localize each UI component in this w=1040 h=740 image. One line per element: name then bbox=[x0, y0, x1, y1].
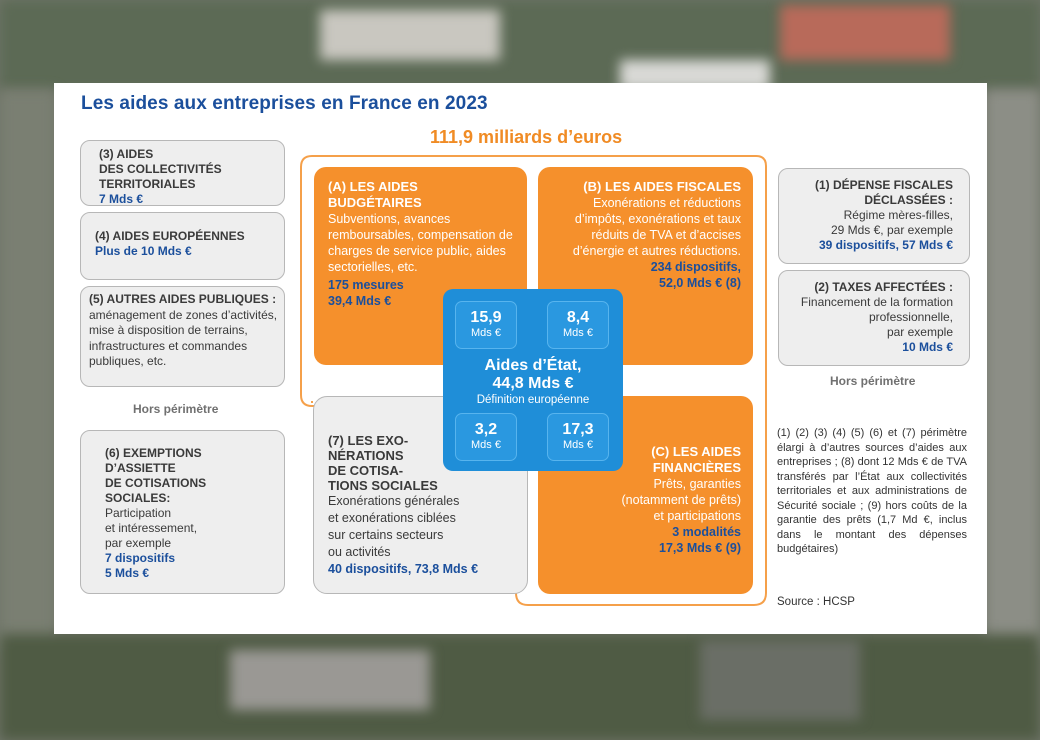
cotisations-body-2: et exonérations ciblées bbox=[328, 511, 456, 525]
budgetaires-body: Subventions, avances remboursables, compensation de charges de service public, aides sectorielles, etc. bbox=[328, 212, 513, 274]
depense-head-1: (1) DÉPENSE FISCALES bbox=[814, 178, 953, 192]
taxes-body-1: Financement de la formation bbox=[800, 295, 953, 309]
aides-collectivites-amount: 7 Mds € bbox=[99, 192, 144, 206]
fiscales-count: 234 dispositifs, bbox=[650, 260, 741, 274]
fiscales-body: Exonérations et réductions d’impôts, exonérations et taux réduits de TVA et d’accises d’énergie et autres réductions. bbox=[572, 196, 741, 258]
budgetaires-amount: 39,4 Mds € bbox=[328, 294, 392, 308]
financieres-body-1: Prêts, garanties bbox=[653, 477, 741, 491]
exemptions-head-2: D’ASSIETTE bbox=[105, 461, 176, 475]
aides-collectivites-head-3: TERRITORIALES bbox=[99, 177, 196, 191]
aides-etat-title: Aides d’État, bbox=[484, 357, 582, 374]
exemptions-body-3: par exemple bbox=[105, 536, 172, 550]
cotisations-body-1: Exonérations générales bbox=[328, 494, 460, 508]
aides-etat-box bbox=[443, 289, 623, 471]
autres-aides-body: aménagement de zones d’activités, mise à disposition de terrains, infrastructures et commandes publiques, etc. bbox=[89, 307, 278, 368]
cotisations-amount: 40 dispositifs, 73,8 Mds € bbox=[328, 562, 479, 576]
financieres-head-1: (C) LES AIDES bbox=[651, 444, 741, 459]
exemptions-body-1: Participation bbox=[105, 506, 172, 520]
tile-financieres-value: 17,3 bbox=[562, 421, 594, 438]
aides-collectivites-head-1: (3) AIDES bbox=[99, 147, 154, 161]
tile-budgetaires-unit: Mds € bbox=[471, 327, 501, 339]
depense-body-2: 29 Mds €, par exemple bbox=[830, 223, 953, 237]
exemptions-head-4: SOCIALES: bbox=[105, 491, 171, 505]
tile-budgetaires-value: 15,9 bbox=[470, 309, 502, 326]
hors-perimetre-left: Hors périmètre bbox=[133, 402, 219, 416]
budgetaires-count: 175 mesures bbox=[328, 278, 404, 292]
cotisations-head-2: NÉRATIONS bbox=[328, 448, 404, 463]
aides-europeennes-head: (4) AIDES EUROPÉENNES bbox=[95, 229, 245, 243]
aides-collectivites-box bbox=[80, 140, 285, 206]
budgetaires-head-2: BUDGÉTAIRES bbox=[328, 195, 422, 210]
taxes-body-3: par exemple bbox=[886, 325, 953, 339]
aides-etat-subtitle: Définition européenne bbox=[476, 394, 590, 406]
exemptions-body-2: et intéressement, bbox=[105, 521, 198, 535]
cotisations-body-4: ou activités bbox=[328, 545, 391, 559]
financieres-head-2: FINANCIÈRES bbox=[652, 460, 741, 475]
page-title: Les aides aux entreprises en France en 2023 bbox=[81, 93, 488, 114]
taxes-affectees-box bbox=[778, 270, 970, 366]
tile-fiscales-unit: Mds € bbox=[563, 327, 593, 339]
autres-aides-head: (5) AUTRES AIDES PUBLIQUES : bbox=[89, 292, 277, 306]
fiscales-amount: 52,0 Mds € (8) bbox=[659, 276, 741, 290]
depense-amount: 39 dispositifs, 57 Mds € bbox=[818, 238, 953, 252]
taxes-head: (2) TAXES AFFECTÉES : bbox=[814, 280, 953, 294]
tile-fiscales-value: 8,4 bbox=[566, 309, 590, 326]
tile-fiscales bbox=[547, 301, 609, 349]
financieres-amount: 17,3 Mds € (9) bbox=[659, 541, 741, 555]
autres-aides-box bbox=[80, 286, 285, 387]
exemptions-head-1: (6) EXEMPTIONS bbox=[105, 446, 202, 460]
depense-body-1: Régime mères-filles, bbox=[843, 208, 953, 222]
infographic-card bbox=[54, 83, 987, 634]
exemptions-amount: 5 Mds € bbox=[105, 566, 150, 580]
fiscales-head: (B) LES AIDES FISCALES bbox=[583, 179, 741, 194]
tile-financieres-unit: Mds € bbox=[563, 439, 593, 451]
tile-cotisations-value: 3,2 bbox=[474, 421, 498, 438]
tile-cotisations-unit: Mds € bbox=[471, 439, 501, 451]
financieres-count: 3 modalités bbox=[672, 525, 741, 539]
exemptions-box bbox=[80, 430, 285, 594]
cotisations-head-3: DE COTISA- bbox=[328, 463, 404, 478]
tile-financieres bbox=[547, 413, 609, 461]
tile-cotisations bbox=[455, 413, 517, 461]
depense-head-2: DÉCLASSÉES : bbox=[864, 193, 953, 207]
taxes-body-2: professionnelle, bbox=[868, 310, 953, 324]
total-amount: 111,9 milliards d’euros bbox=[430, 127, 623, 147]
aides-europeennes-amount: Plus de 10 Mds € bbox=[95, 244, 192, 258]
aides-europeennes-box bbox=[80, 212, 285, 280]
hors-perimetre-right: Hors périmètre bbox=[830, 374, 916, 388]
tile-budgetaires bbox=[455, 301, 517, 349]
aides-etat-amount: 44,8 Mds € bbox=[492, 375, 574, 392]
cotisations-head-1: (7) LES EXO- bbox=[328, 433, 409, 448]
cotisations-head-4: TIONS SOCIALES bbox=[328, 478, 438, 493]
source-note: Source : HCSP bbox=[777, 596, 855, 608]
taxes-amount: 10 Mds € bbox=[902, 340, 953, 354]
budgetaires-head-1: (A) LES AIDES bbox=[328, 179, 418, 194]
footnotes: (1) (2) (3) (4) (5) (6) et (7) périmètre élargi à d’autres sources d’aides aux entreprises ; (8) dont 12 Mds € de TVA transférés par l’État aux collectivités territoriales et aux administrations de Sécurité sociale ; (9) hors coûts de la garantie des prêts (1,7 Md €, inclus dans le montant des dépenses budgétaires) bbox=[777, 427, 967, 555]
exemptions-count: 7 dispositifs bbox=[105, 551, 176, 565]
financieres-body-2: (notamment de prêts) bbox=[621, 493, 741, 507]
exemptions-head-3: DE COTISATIONS bbox=[105, 476, 207, 490]
aides-collectivites-head-2: DES COLLECTIVITÉS bbox=[99, 162, 222, 176]
cotisations-body-3: sur certains secteurs bbox=[328, 528, 444, 542]
depense-fiscales-box bbox=[778, 168, 970, 264]
financieres-body-3: et participations bbox=[653, 509, 741, 523]
